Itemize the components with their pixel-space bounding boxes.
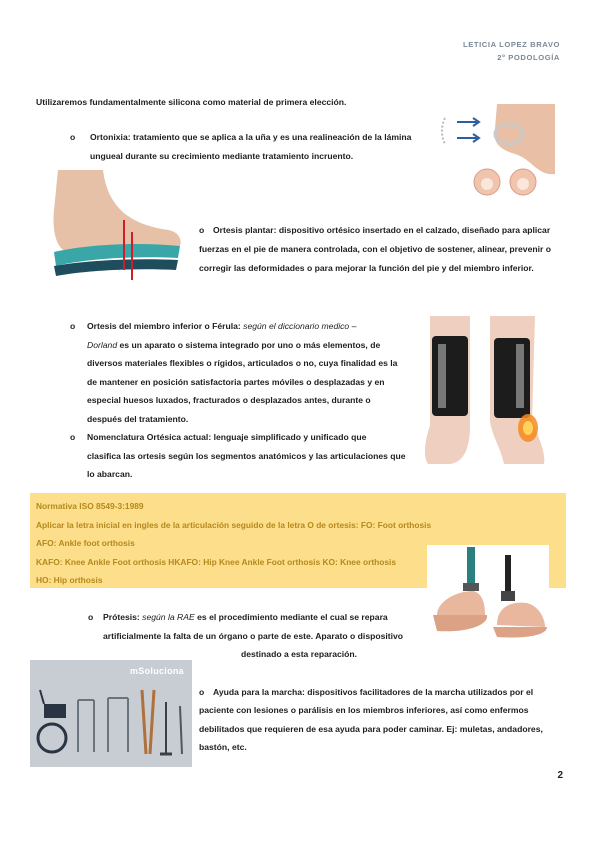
bullet-ayuda-marcha-marker: o: [199, 687, 205, 697]
text-line: clasifica las ortesis según los segmentos anatómicos y las articulaciones que: [87, 450, 406, 461]
nail-brace-image: [437, 104, 555, 196]
text-line: Ortonixia: tratamiento que se aplica a la uña y es una realineación de la lámina: [90, 132, 412, 142]
author-name: LETICIA LOPEZ BRAVO: [462, 40, 560, 49]
msoluciona-logo: mSoluciona: [129, 666, 184, 676]
text-line: especial huesos luxados, fracturados o desplazados antes, durante o: [87, 395, 371, 406]
page-number: 2: [557, 770, 563, 781]
ayuda-marcha-rest: [199, 701, 543, 757]
source-citation: Dorland: [87, 339, 118, 350]
text-line: diversos materiales flexibles o rígidos, articulados o no, cuya finalidad es la: [87, 358, 398, 369]
bullet-nomenclatura-marker: o: [70, 432, 76, 442]
text-span: es un aparato o sistema integrado por uno o más elementos, de: [117, 339, 381, 350]
plantar-orthosis-image: [48, 170, 184, 280]
term-label: Ortesis del miembro inferior o Férula:: [87, 321, 244, 331]
normativa-line: KAFO: Knee Ankle Foot orthosis HKAFO: Hip Knee Ankle Foot orthosis KO: Knee orthosis: [36, 556, 396, 567]
text-line: debilitados que requieren de esa ayuda para poder caminar. Ej: muletas, andadores,: [199, 723, 543, 734]
ayuda-marcha-line-0: Ayuda para la marcha: dispositivos facilitadores de la marcha utilizados por el: [213, 687, 534, 697]
protesis-line-2: destinado a esta reparación.: [241, 649, 358, 659]
source-citation: según el diccionario medico –: [243, 321, 357, 331]
text-line: ungueal durante su crecimiento mediante tratamiento incruento.: [90, 150, 354, 161]
bullet-ortesis-miembro-marker: o: [70, 321, 76, 331]
ankle-brace-image: [420, 316, 548, 468]
nomenclatura-text: [87, 428, 406, 484]
normativa-line: AFO: Ankle foot orthosis: [36, 538, 135, 549]
text-line: fuerzas en el pie de manera controlada, con el objetivo de sostener, alinear, prevenir o: [199, 244, 551, 254]
normativa-text: [36, 497, 431, 590]
text-line: [87, 317, 397, 336]
document-header: [463, 38, 560, 64]
text-line: paciente con lesiones o parálisis en los miembros inferiores, así como enfermos: [199, 705, 529, 715]
text-line: Nomenclatura Ortésica actual: lenguaje simplificado y unificado que: [87, 432, 367, 442]
term-label: Prótesis:: [103, 612, 143, 622]
text-line: de mantener en posición satisfactoria partes móviles o desplazadas y en: [87, 376, 385, 387]
ortesis-miembro-text: [87, 317, 397, 429]
protesis-line-0: [103, 608, 388, 627]
prosthesis-image: [427, 545, 549, 640]
text-line: corregir las deformidades o para mejorar la función del pie y del miembro inferior.: [199, 262, 534, 273]
source-citation: según la RAE: [142, 612, 195, 622]
text-line: lo abarcan.: [87, 469, 133, 480]
intro-paragraph: Utilizaremos fundamentalmente silicona como material de primera elección.: [36, 97, 347, 107]
text-line: después del tratamiento.: [87, 413, 189, 424]
bullet-ortonixia-marker: o: [70, 132, 76, 142]
ortesis-plantar-rest: [199, 240, 551, 277]
text-line: [87, 336, 397, 355]
normativa-title: Normativa ISO 8549-3:1989: [36, 501, 144, 511]
protesis-line-1: artificialmente la falta de un órgano o parte de este. Aparato o dispositivo: [103, 631, 404, 641]
ortonixia-text: [90, 128, 411, 165]
bullet-ortesis-plantar-marker: o: [199, 225, 205, 235]
text-line: bastón, etc.: [199, 742, 247, 753]
normativa-line: Aplicar la letra inicial en ingles de la articulación seguido de la letra O de ortesis: FO: Foot orthosis: [36, 519, 432, 530]
walking-aids-image: [30, 660, 192, 767]
normativa-line: HO: Hip orthosis: [36, 575, 103, 586]
bullet-protesis-marker: o: [88, 612, 94, 622]
ortesis-plantar-line-0: Ortesis plantar: dispositivo ortésico insertado en el calzado, diseñado para aplicar: [213, 225, 551, 235]
course-label: 2º PODOLOGÍA: [497, 53, 560, 62]
text-span: es el procedimiento mediante el cual se repara: [194, 612, 388, 622]
